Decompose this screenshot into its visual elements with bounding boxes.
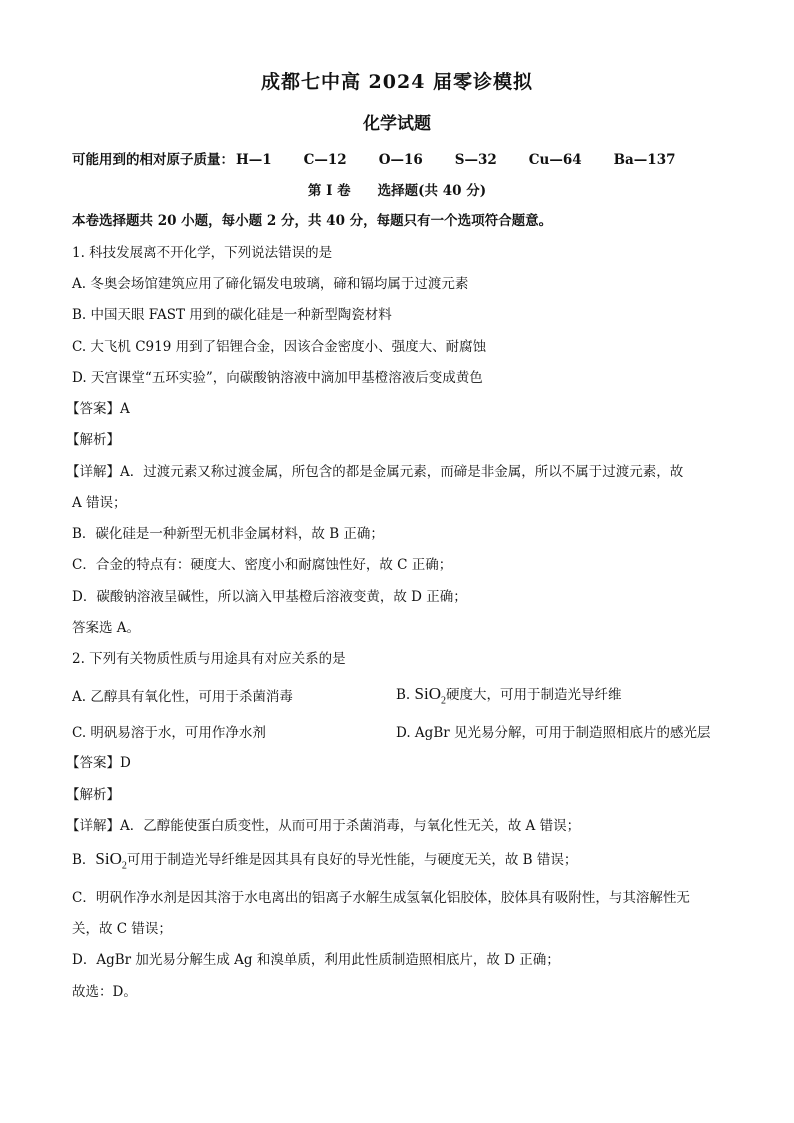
q1-option-b: B. 中国天眼 FAST 用到的碳化硅是一种新型陶瓷材料 — [72, 307, 392, 323]
q2-option-a: A. 乙醇具有氧化性，可用于杀菌消毒 — [72, 689, 293, 705]
formula-subscript: 2 — [440, 695, 446, 707]
masses-label: 可能用到的相对原子质量： — [72, 152, 234, 168]
q2-stem: 2. 下列有关物质性质与用途具有对应关系的是 — [72, 651, 346, 667]
mass-item: O—16 — [378, 152, 423, 168]
section-instruction: 本卷选择题共 20 小题，每小题 2 分，共 40 分，每题只有一个选项符合题意。 — [72, 213, 553, 229]
page-subtitle: 化学试题 — [363, 114, 431, 134]
q2-option-b-text: 硬度大，可用于制造光导纤维 — [445, 687, 622, 703]
q2-option-b-prefix: B. — [396, 687, 411, 703]
q1-choice: 答案选 A。 — [72, 620, 141, 636]
q2-detail-b-text: 可用于制造光导纤维是因其具有良好的导光性能，与硬度无关，故 B 错误； — [126, 852, 578, 868]
q2-option-b — [396, 683, 621, 706]
q1-detail-line: D．碳酸钠溶液呈碱性，所以滴入甲基橙后溶液变黄，故 D 正确； — [72, 589, 467, 605]
q1-detail-line: 【详解】A．过渡元素又称过渡金属，所包含的都是金属元素，而碲是非金属，所以不属于过渡元素，故 — [66, 464, 684, 480]
q2-choice: 故选：D。 — [72, 984, 137, 1000]
section-heading: 第 I 卷 选择题(共 40 分) — [307, 183, 487, 199]
q2-detail-c-cont: 关，故 C 错误； — [72, 921, 172, 937]
q2-option-d: D. AgBr 见光易分解，可用于制造照相底片的感光层 — [396, 725, 711, 741]
q1-option-d: D. 天宫课堂“五环实验”，向碳酸钠溶液中滴加甲基橙溶液后变成黄色 — [72, 370, 483, 386]
q2-detail-c: C．明矾作净水剂是因其溶于水电离出的铝离子水解生成氢氧化铝胶体，胶体具有吸附性，与其溶解性无 — [72, 890, 690, 906]
q1-option-a: A. 冬奥会场馆建筑应用了碲化镉发电玻璃，碲和镉均属于过渡元素 — [72, 276, 469, 292]
q2-detail-d: D．AgBr 加光易分解生成 Ag 和溴单质，利用此性质制造照相底片，故 D 正确； — [72, 952, 560, 968]
q2-option-b-formula — [414, 684, 446, 707]
mass-item: Ba—137 — [613, 152, 676, 168]
page-title: 成都七中高 2024 届零诊模拟 — [260, 71, 534, 93]
q2-detail-a: 【详解】A．乙醇能使蛋白质变性，从而可用于杀菌消毒，与氧化性无关，故 A 错误； — [66, 818, 581, 834]
mass-item: C—12 — [303, 152, 347, 168]
q1-detail-line: A 错误； — [72, 495, 127, 511]
q1-detail-line: B．碳化硅是一种新型无机非金属材料，故 B 正确； — [72, 526, 384, 542]
q1-option-c: C. 大飞机 C919 用到了铝锂合金，因该合金密度小、强度大、耐腐蚀 — [72, 339, 487, 355]
q1-stem: 1. 科技发展离不开化学，下列说法错误的是 — [72, 245, 333, 261]
q2-answer: 【答案】D — [66, 755, 131, 771]
q1-detail-line: C．合金的特点有：硬度大、密度小和耐腐蚀性好，故 C 正确； — [72, 557, 453, 573]
mass-item: H—1 — [236, 152, 272, 168]
q1-answer: 【答案】A — [66, 401, 130, 417]
mass-item: Cu—64 — [528, 152, 582, 168]
formula-text: SiO — [95, 849, 122, 868]
q1-analysis-label: 【解析】 — [66, 432, 120, 448]
q2-detail-b — [72, 849, 722, 876]
q2-detail-b-prefix: B． — [72, 852, 96, 868]
q2-detail-b-formula — [95, 849, 127, 872]
formula-subscript: 2 — [121, 860, 127, 872]
q2-analysis-label: 【解析】 — [66, 787, 120, 803]
formula-text: SiO — [414, 684, 441, 703]
mass-item: S—32 — [454, 152, 497, 168]
atomic-masses — [72, 150, 722, 170]
q2-option-c: C. 明矾易溶于水，可用作净水剂 — [72, 725, 266, 741]
